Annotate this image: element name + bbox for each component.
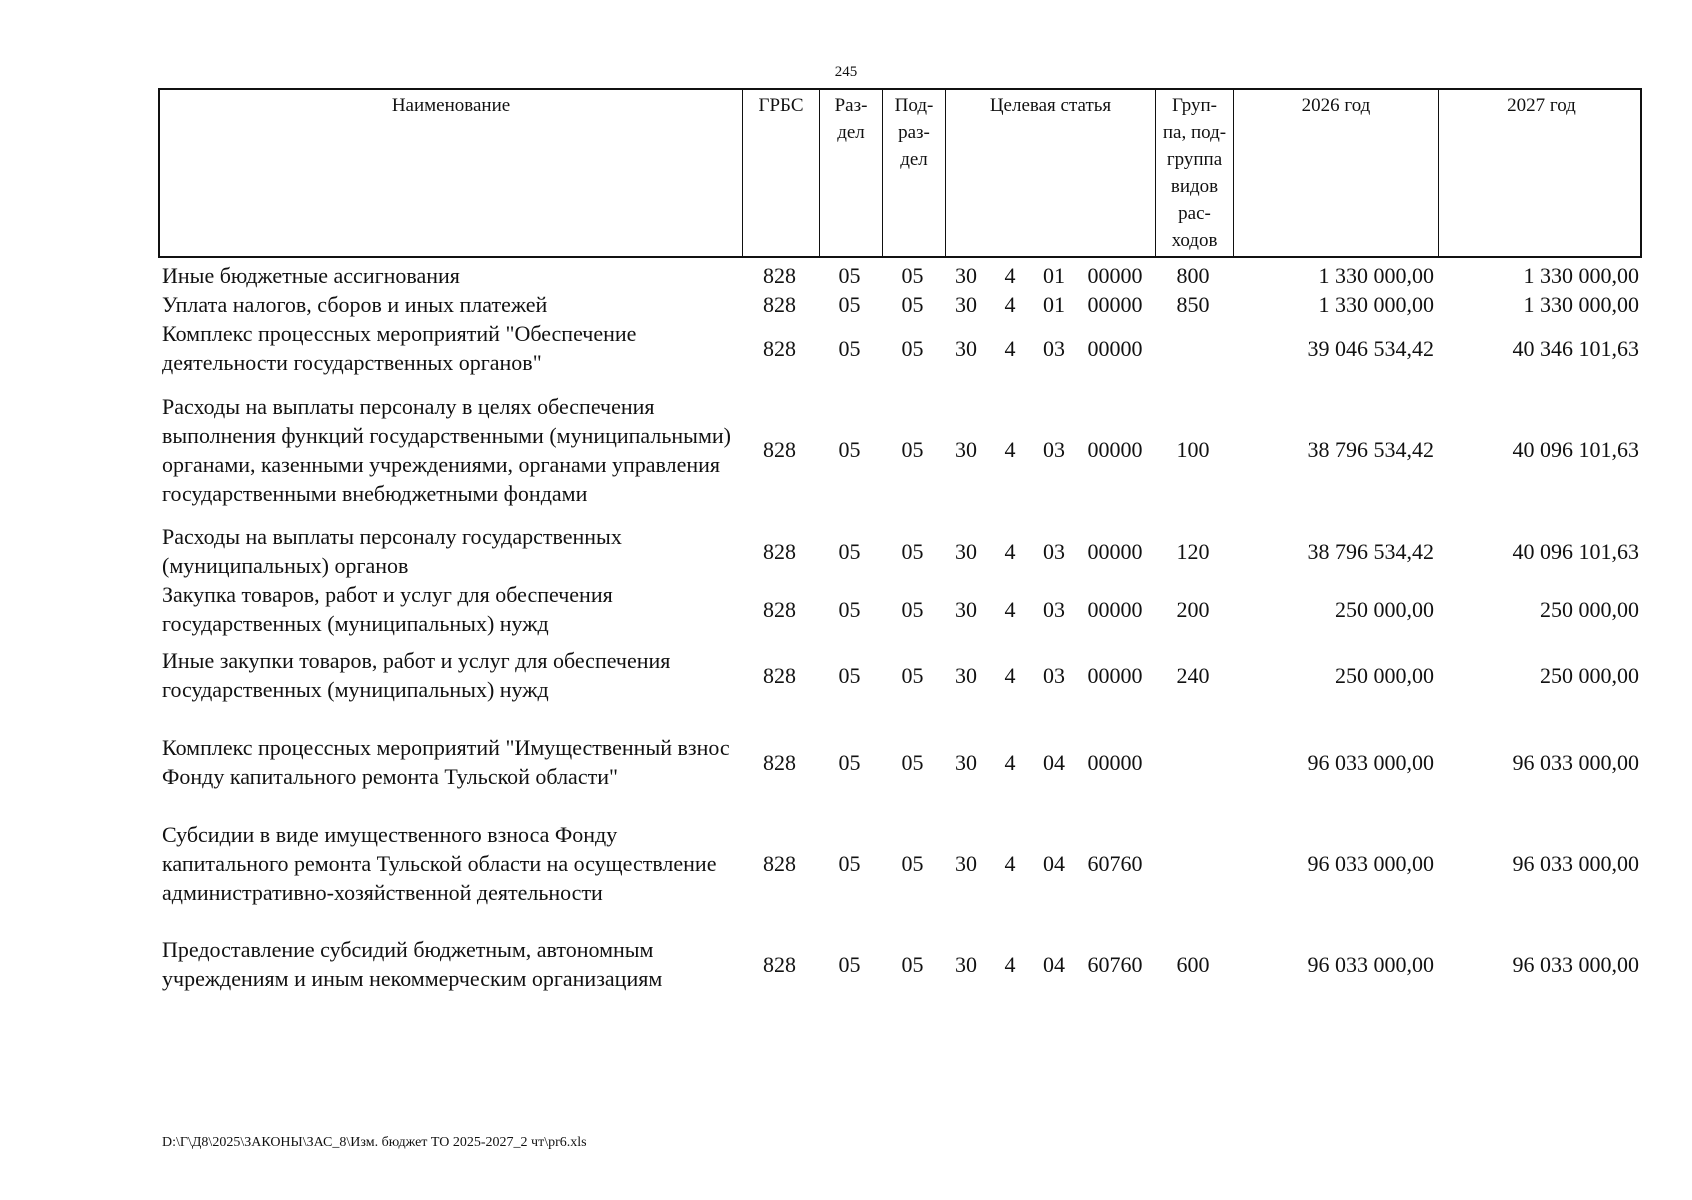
row-razdel: 05 (838, 850, 861, 876)
row-target-program: 30 (955, 749, 977, 775)
table-row (158, 290, 1642, 319)
row-razdel: 05 (838, 292, 861, 317)
row-target-complex: 04 (1043, 749, 1065, 775)
row-amount-2027: 40 096 101,63 (1512, 538, 1639, 564)
row-expense-type: 240 (1176, 662, 1210, 688)
row-amount-2027: 40 346 101,63 (1512, 335, 1639, 361)
row-razdel: 05 (838, 749, 861, 775)
row-podrazdel: 05 (901, 538, 924, 564)
header-year-2027: 2027 год (1507, 95, 1576, 116)
row-amount-2027: 96 033 000,00 (1512, 850, 1639, 876)
row-grbs: 828 (763, 662, 796, 688)
table-row (158, 646, 1642, 704)
row-razdel: 05 (838, 596, 861, 622)
row-target-type: 4 (1004, 662, 1016, 688)
row-target-complex: 01 (1043, 292, 1065, 317)
row-amount-2027: 40 096 101,63 (1512, 437, 1639, 462)
row-name: Иные закупки товаров, работ и услуг для обеспечения государственных (муниципальных) нужд (162, 648, 671, 702)
header-grbs: ГРБС (743, 90, 820, 256)
row-amount-2026: 38 796 534,42 (1307, 437, 1434, 462)
table-header (158, 88, 1642, 258)
row-target-type: 4 (1004, 951, 1016, 977)
budget-table (158, 88, 1642, 993)
row-target-direction: 00000 (1087, 538, 1143, 564)
row-target-program: 30 (955, 596, 977, 622)
row-razdel: 05 (838, 538, 861, 564)
row-expense-type: 600 (1176, 951, 1210, 977)
row-podrazdel: 05 (901, 662, 924, 688)
row-target-program: 30 (955, 335, 977, 361)
row-grbs: 828 (763, 538, 796, 564)
row-expense-type: 200 (1176, 596, 1210, 622)
row-grbs: 828 (763, 263, 796, 288)
header-name: Наименование (160, 90, 743, 256)
row-podrazdel: 05 (901, 749, 924, 775)
row-name: Расходы на выплаты персоналу в целях обеспечения выполнения функций государственными (муниципальными) органами, казенными учреждениями, органами управления государственными внебюджетными фондами (162, 393, 731, 506)
row-amount-2027: 250 000,00 (1540, 596, 1639, 622)
row-target-complex: 03 (1043, 662, 1065, 688)
row-amount-2026: 250 000,00 (1335, 662, 1434, 688)
row-podrazdel: 05 (901, 596, 924, 622)
row-amount-2027: 96 033 000,00 (1512, 749, 1639, 775)
row-target-program: 30 (955, 263, 977, 288)
row-target-direction: 00000 (1087, 263, 1143, 288)
row-target-complex: 04 (1043, 951, 1065, 977)
row-podrazdel: 05 (901, 263, 924, 288)
row-grbs: 828 (763, 951, 796, 977)
row-amount-2026: 38 796 534,42 (1307, 538, 1434, 564)
row-amount-2026: 96 033 000,00 (1307, 749, 1434, 775)
row-target-program: 30 (955, 951, 977, 977)
row-name: Предоставление субсидий бюджетным, автономным учреждениям и иным некоммерческим организациям (162, 937, 663, 991)
row-podrazdel: 05 (901, 951, 924, 977)
row-target-complex: 03 (1043, 596, 1065, 622)
row-amount-2026: 39 046 534,42 (1307, 335, 1434, 361)
table-row (158, 935, 1642, 993)
table-body (158, 261, 1642, 993)
row-grbs: 828 (763, 850, 796, 876)
row-target-complex: 03 (1043, 437, 1065, 462)
row-podrazdel: 05 (901, 335, 924, 361)
row-target-type: 4 (1004, 292, 1016, 317)
row-expense-type: 850 (1176, 292, 1210, 317)
row-name: Субсидии в виде имущественного взноса Фонду капитального ремонта Тульской области на осуществление административно-хозяйственной деятельности (162, 821, 717, 905)
row-amount-2026: 1 330 000,00 (1318, 263, 1434, 288)
row-amount-2027: 250 000,00 (1540, 662, 1639, 688)
row-razdel: 05 (838, 263, 861, 288)
row-target-program: 30 (955, 662, 977, 688)
row-target-complex: 01 (1043, 263, 1065, 288)
row-amount-2026: 96 033 000,00 (1307, 951, 1434, 977)
row-grbs: 828 (763, 749, 796, 775)
row-target-type: 4 (1004, 538, 1016, 564)
row-razdel: 05 (838, 951, 861, 977)
row-amount-2026: 250 000,00 (1335, 596, 1434, 622)
row-name: Комплекс процессных мероприятий "Имущественный взнос Фонду капитального ремонта Тульской области" (162, 735, 730, 789)
row-expense-type: 100 (1176, 437, 1210, 462)
page-number: 245 (834, 64, 858, 80)
row-razdel: 05 (838, 662, 861, 688)
row-razdel: 05 (838, 335, 861, 361)
row-target-type: 4 (1004, 263, 1016, 288)
header-podrazdel: Под- раз- дел (883, 90, 946, 256)
table-row (158, 319, 1642, 377)
row-target-type: 4 (1004, 335, 1016, 361)
row-target-direction: 60760 (1087, 951, 1143, 977)
row-name: Комплекс процессных мероприятий "Обеспечение деятельности государственных органов" (162, 321, 637, 375)
row-podrazdel: 05 (901, 437, 924, 462)
row-target-direction: 00000 (1087, 437, 1143, 462)
header-target-article: Целевая статья (946, 90, 1156, 256)
table-row (158, 261, 1642, 290)
row-target-program: 30 (955, 850, 977, 876)
row-podrazdel: 05 (901, 850, 924, 876)
row-target-type: 4 (1004, 850, 1016, 876)
header-expense-group: Груп- па, под- группа видов рас- ходов (1156, 90, 1234, 256)
row-name: Иные бюджетные ассигнования (162, 263, 460, 288)
row-podrazdel: 05 (901, 292, 924, 317)
row-amount-2027: 1 330 000,00 (1523, 263, 1639, 288)
row-grbs: 828 (763, 292, 796, 317)
row-target-type: 4 (1004, 437, 1016, 462)
row-target-direction: 60760 (1087, 850, 1143, 876)
row-grbs: 828 (763, 596, 796, 622)
row-amount-2027: 96 033 000,00 (1512, 951, 1639, 977)
file-path-footer: D:\Г\Д8\2025\ЗАКОНЫ\ЗАС_8\Изм. бюджет ТО 2025-2027_2 чт\pr6.xls (162, 1135, 587, 1150)
row-expense-type: 120 (1176, 538, 1210, 564)
row-name: Расходы на выплаты персоналу государственных (муниципальных) органов (162, 524, 622, 578)
table-row (158, 580, 1642, 638)
row-name: Уплата налогов, сборов и иных платежей (162, 292, 548, 317)
row-target-direction: 00000 (1087, 749, 1143, 775)
row-target-program: 30 (955, 437, 977, 462)
row-target-direction: 00000 (1087, 662, 1143, 688)
table-row (158, 733, 1642, 791)
row-target-program: 30 (955, 292, 977, 317)
table-row (158, 377, 1642, 522)
table-row (158, 805, 1642, 921)
row-grbs: 828 (763, 437, 796, 462)
row-razdel: 05 (838, 437, 861, 462)
row-grbs: 828 (763, 335, 796, 361)
row-target-program: 30 (955, 538, 977, 564)
row-target-complex: 03 (1043, 538, 1065, 564)
row-target-direction: 00000 (1087, 596, 1143, 622)
header-year-2026: 2026 год (1234, 90, 1439, 256)
row-amount-2026: 1 330 000,00 (1318, 292, 1434, 317)
row-target-complex: 04 (1043, 850, 1065, 876)
row-target-direction: 00000 (1087, 292, 1143, 317)
row-target-type: 4 (1004, 749, 1016, 775)
row-target-type: 4 (1004, 596, 1016, 622)
row-target-complex: 03 (1043, 335, 1065, 361)
row-expense-type: 800 (1176, 263, 1210, 288)
row-amount-2027: 1 330 000,00 (1523, 292, 1639, 317)
row-amount-2026: 96 033 000,00 (1307, 850, 1434, 876)
header-razdel: Раз- дел (820, 90, 883, 256)
row-target-direction: 00000 (1087, 335, 1143, 361)
row-name: Закупка товаров, работ и услуг для обеспечения государственных (муниципальных) нужд (162, 582, 613, 636)
table-row (158, 522, 1642, 580)
